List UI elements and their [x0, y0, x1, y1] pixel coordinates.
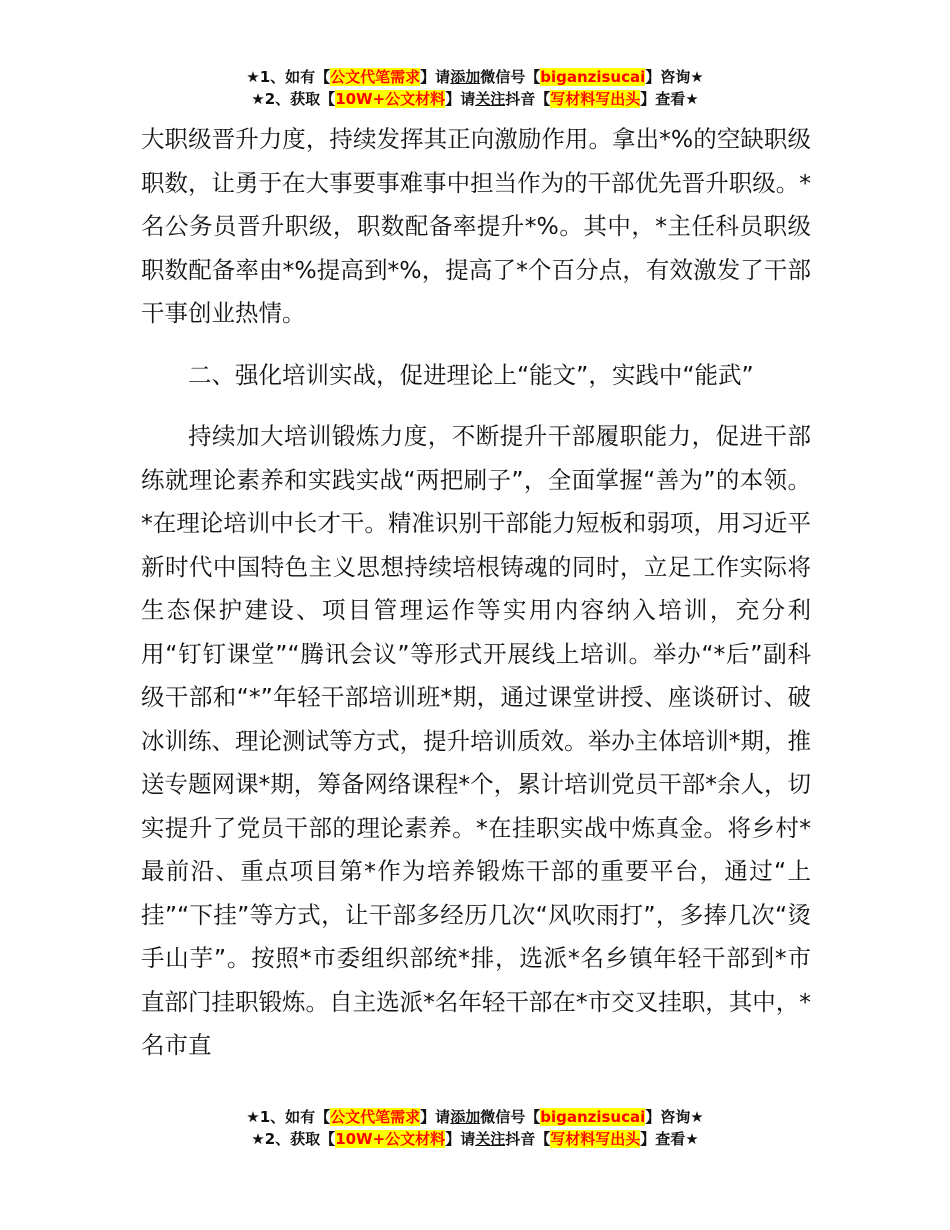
banner-line-2: ★2、获取【10W+公文材料】请关注抖音【写材料写出头】查看★	[251, 1130, 699, 1148]
banner-highlight: 写材料写出头	[550, 1130, 641, 1148]
banner-line-1: ★1、如有【公文代笔需求】请添加微信号【biganzisucai】咨询★	[246, 68, 704, 86]
banner-highlight: 10W+公文材料	[335, 1130, 446, 1148]
header-banner	[0, 66, 950, 110]
footer-banner	[0, 1106, 950, 1150]
body-paragraph: 持续加大培训锻炼力度，不断提升干部履职能力，促进干部练就理论素养和实践实战“两把刷子”，全面掌握“善为”的本领。*在理论培训中长才干。精准识别干部能力短板和弱项，用习近平新时代中国特色主义思想持续培根铸魂的同时，立足工作实际将生态保护建设、项目管理运作等实用内容纳入培训，充分利用“钉钉课堂”“腾讯会议”等形式开展线上培训。举办“*后”副科级干部和“*”年轻干部培训班*期，通过课堂讲授、座谈研讨、破冰训练、理论测试等方式，提升培训质效。举办主体培训*期，推送专题网课*期，筹备网络课程*个，累计培训党员干部*余人，切实提升了党员干部的理论素养。*在挂职实战中炼真金。将乡村*最前沿、重点项目第*作为培养锻炼干部的重要平台，通过“上挂”“下挂”等方式，让干部多经历几次“风吹雨打”，多捧几次“烫手山芋”。按照*市委组织部统*排，选派*名乡镇年轻干部到*市直部门挂职锻炼。自主选派*名年轻干部在*市交叉挂职，其中，*名市直	[141, 422, 811, 1059]
section-heading: 二、强化培训实战，促进理论上“能文”，实践中“能武”	[188, 360, 754, 389]
document-body	[141, 118, 811, 1068]
body-paragraph: 大职级晋升力度，持续发挥其正向激励作用。拿出*%的空缺职级职数，让勇于在大事要事难事中担当作为的干部优先晋升职级。*名公务员晋升职级，职数配备率提升*%。其中，*主任科员职级职数配备率由*%提高到*%，提高了*个百分点，有效激发了干部干事创业热情。	[141, 125, 811, 327]
banner-highlight: biganzisucai	[540, 1108, 646, 1126]
banner-highlight: biganzisucai	[540, 68, 646, 86]
banner-highlight: 写材料写出头	[550, 90, 641, 108]
banner-line-2: ★2、获取【10W+公文材料】请关注抖音【写材料写出头】查看★	[251, 90, 699, 108]
banner-line-1: ★1、如有【公文代笔需求】请添加微信号【biganzisucai】咨询★	[246, 1108, 704, 1126]
banner-highlight: 公文代笔需求	[330, 68, 421, 86]
banner-highlight: 10W+公文材料	[335, 90, 446, 108]
banner-highlight: 公文代笔需求	[330, 1108, 421, 1126]
